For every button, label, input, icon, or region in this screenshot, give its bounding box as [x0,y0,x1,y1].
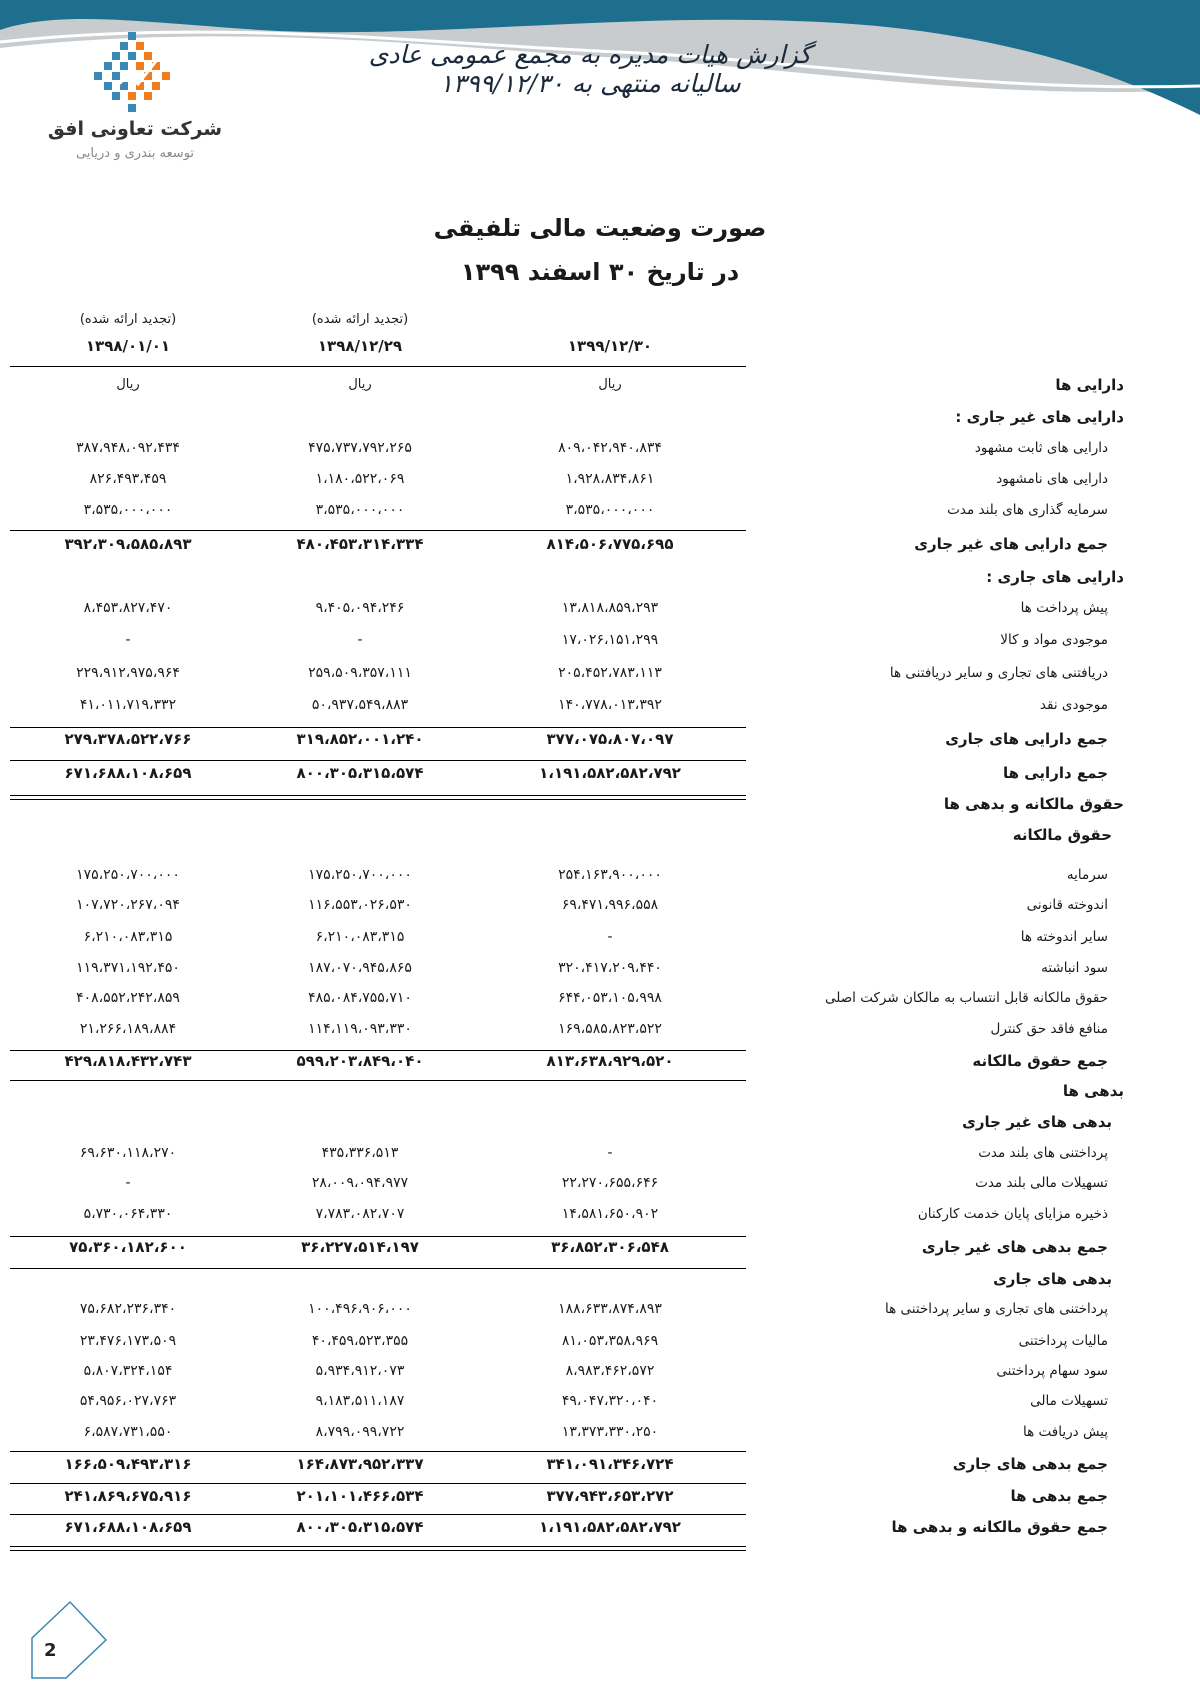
table-row [0,440,1200,466]
amount-cell: ۷۵،۶۸۲،۲۳۶،۳۴۰ [79,1301,177,1317]
table-row [0,990,1200,1016]
table-row [0,1145,1200,1171]
row-label: حقوق مالکانه قابل انتساب به مالکان شرکت اصلی [825,990,1108,1006]
total-rule [10,727,746,728]
amount-cell: ۲۵۹،۵۰۹،۳۵۷،۱۱۱ [308,665,412,681]
table-row [0,697,1200,723]
amount-cell: ۸،۷۹۹،۰۹۹،۷۲۲ [315,1424,405,1440]
row-label: ذخیره مزایای پایان خدمت کارکنان [917,1206,1108,1222]
row-label: حقوق مالکانه [1012,826,1112,844]
amount-cell: ۱۶۹،۵۸۵،۸۲۳،۵۲۲ [558,1021,662,1037]
table-row [0,632,1200,658]
row-label: جمع دارایی ها [1002,764,1108,782]
total-row [0,1052,1200,1078]
table-row [0,897,1200,923]
row-label: جمع بدهی های جاری [952,1455,1108,1473]
total-rule [10,760,746,761]
amount-cell: ۲۲۹،۹۱۲،۹۷۵،۹۶۴ [76,665,180,681]
amount-cell: ۶۹،۴۷۱،۹۹۶،۵۵۸ [561,897,659,913]
row-label: جمع حقوق مالکانه و بدهی ها [891,1518,1108,1536]
column-note: (تجدید ارائه شده) [79,312,177,327]
total-row [0,1455,1200,1481]
column-unit: ریال [598,377,622,392]
amount-cell: ۸۱۳،۶۳۸،۹۲۹،۵۲۰ [546,1052,674,1070]
row-label: جمع بدهی های غیر جاری [921,1238,1108,1256]
table-row [0,1393,1200,1419]
amount-cell: ۶۷۱،۶۸۸،۱۰۸،۶۵۹ [64,764,192,782]
amount-cell: ۱۳،۳۷۳،۳۳۰،۲۵۰ [561,1424,659,1440]
row-label: جمع حقوق مالکانه [972,1052,1108,1070]
amount-cell: ۸۱۴،۵۰۶،۷۷۵،۶۹۵ [546,535,674,553]
amount-cell: ۱۱۹،۳۷۱،۱۹۲،۴۵۰ [76,960,180,976]
amount-cell: ۳۲۰،۴۱۷،۲۰۹،۴۴۰ [558,960,662,976]
row-label: حقوق مالکانه و بدهی ها [943,795,1124,813]
amount-cell: ۴۲۹،۸۱۸،۴۳۲،۷۴۳ [64,1052,192,1070]
amount-cell: ۱۱۴،۱۱۹،۰۹۳،۳۳۰ [308,1021,412,1037]
amount-cell: - [357,632,363,648]
column-date: ۱۳۹۸/۰۱/۰۱ [85,337,171,355]
row-label: دارایی های غیر جاری : [955,408,1124,426]
amount-cell: ۱۱۶،۵۵۳،۰۲۶،۵۳۰ [308,897,412,913]
amount-cell: ۶۹،۶۳۰،۱۱۸،۲۷۰ [79,1145,177,1161]
section-heading [0,568,1200,594]
page-number-badge [30,1600,110,1680]
table-row [0,929,1200,955]
row-label: پیش پرداخت ها [1020,600,1108,616]
total-rule [10,1451,746,1452]
amount-cell: ۸۰۹،۰۴۲،۹۴۰،۸۳۴ [558,440,662,456]
amount-cell: ۳۴۱،۰۹۱،۳۴۶،۷۲۴ [546,1455,674,1473]
amount-cell: ۴۳۵،۳۳۶،۵۱۳ [321,1145,399,1161]
total-row [0,1518,1200,1544]
amount-cell: ۹،۴۰۵،۰۹۴،۲۴۶ [315,600,405,616]
table-row [0,960,1200,986]
amount-cell: ۲۲،۲۷۰،۶۵۵،۶۴۶ [561,1175,659,1191]
amount-cell: ۱۸۷،۰۷۰،۹۴۵،۸۶۵ [308,960,412,976]
total-rule [10,1080,746,1081]
table-row [0,1424,1200,1450]
amount-cell: ۵۴،۹۵۶،۰۲۷،۷۶۳ [79,1393,177,1409]
amount-cell: ۱۰۰،۴۹۶،۹۰۶،۰۰۰ [308,1301,412,1317]
subsection-heading [0,1270,1200,1296]
statement-date: در تاریخ ۳۰ اسفند ۱۳۹۹ [460,258,740,286]
amount-cell: ۵،۹۳۴،۹۱۲،۰۷۳ [315,1363,405,1379]
amount-cell: ۳۷۷،۹۴۳،۶۵۳،۲۷۲ [546,1487,674,1505]
amount-cell: ۳،۵۳۵،۰۰۰،۰۰۰ [315,502,405,518]
amount-cell: ۴۸۰،۴۵۳،۳۱۴،۳۳۴ [296,535,424,553]
double-rule [10,795,746,800]
section-heading [0,408,1200,434]
table-row [0,1301,1200,1327]
amount-cell: ۴۰،۴۵۹،۵۲۳،۳۵۵ [311,1333,409,1349]
total-rule [10,1483,746,1484]
total-rule [10,530,746,531]
table-row [0,665,1200,691]
total-rule [10,1236,746,1237]
amount-cell: ۳۶،۸۵۲،۳۰۶،۵۴۸ [551,1238,669,1256]
amount-cell: ۴۰۸،۵۵۲،۲۴۲،۸۵۹ [76,990,180,1006]
report-title: گزارش هیات مدیره به مجمع عمومی عادی سالیانه منتهی به ۱۳۹۹/۱۲/۳۰ [368,40,812,98]
amount-cell: ۸۲۶،۴۹۳،۴۵۹ [89,471,167,487]
subsection-heading [0,826,1200,852]
statement-title: صورت وضعیت مالی تلفیقی [433,214,767,242]
row-label: دارایی های نامشهود [996,471,1108,487]
amount-cell: ۵،۸۰۷،۳۲۴،۱۵۴ [83,1363,173,1379]
column-date: ۱۳۹۹/۱۲/۳۰ [567,337,653,355]
amount-cell: ۵۰،۹۳۷،۵۴۹،۸۸۳ [311,697,409,713]
amount-cell: ۶۷۱،۶۸۸،۱۰۸،۶۵۹ [64,1518,192,1536]
amount-cell: ۲۳،۴۷۶،۱۷۳،۵۰۹ [79,1333,177,1349]
column-unit: ریال [116,377,140,392]
page-number: 2 [44,1640,57,1661]
section-heading [0,376,1200,402]
amount-cell: ۸،۹۸۳،۴۶۲،۵۷۲ [565,1363,655,1379]
amount-cell: ۲۴۱،۸۶۹،۶۷۵،۹۱۶ [64,1487,192,1505]
double-rule [10,1546,746,1551]
amount-cell: ۱۷۵،۲۵۰،۷۰۰،۰۰۰ [76,867,180,883]
table-row [0,502,1200,528]
table-row [0,1021,1200,1047]
amount-cell: ۸،۴۵۳،۸۲۷،۴۷۰ [83,600,173,616]
row-label: سرمایه [1066,867,1108,883]
amount-cell: ۸۱،۰۵۳،۳۵۸،۹۶۹ [561,1333,659,1349]
amount-cell: ۲۰۵،۴۵۲،۷۸۳،۱۱۳ [558,665,662,681]
row-label: پیش دریافت ها [1023,1424,1108,1440]
row-label: سایر اندوخته ها [1020,929,1108,945]
table-row [0,1363,1200,1389]
amount-cell: ۱،۹۲۸،۸۳۴،۸۶۱ [565,471,655,487]
amount-cell: ۹،۱۸۳،۵۱۱،۱۸۷ [315,1393,405,1409]
amount-cell: ۱۴۰،۷۷۸،۰۱۳،۳۹۲ [558,697,662,713]
amount-cell: ۱۷۵،۲۵۰،۷۰۰،۰۰۰ [308,867,412,883]
total-rule [10,1050,746,1051]
amount-cell: ۶،۵۸۷،۷۳۱،۵۵۰ [83,1424,173,1440]
row-label: موجودی مواد و کالا [1000,632,1108,648]
total-row [0,1487,1200,1513]
row-label: جمع دارایی های جاری [945,730,1108,748]
amount-cell: ۳۸۷،۹۴۸،۰۹۲،۴۳۴ [76,440,180,456]
amount-cell: ۱۴،۵۸۱،۶۵۰،۹۰۲ [561,1206,659,1222]
row-label: پرداختنی های بلند مدت [978,1145,1108,1161]
row-label: جمع بدهی ها [1010,1487,1108,1505]
subsection-heading [0,1113,1200,1139]
table-row [0,471,1200,497]
amount-cell: ۶،۲۱۰،۰۸۳،۳۱۵ [315,929,405,945]
row-label: موجودی نقد [1039,697,1108,713]
amount-cell: ۴۸۵،۰۸۴،۷۵۵،۷۱۰ [308,990,412,1006]
amount-cell: ۳۹۲،۳۰۹،۵۸۵،۸۹۳ [64,535,192,553]
table-row [0,1175,1200,1201]
amount-cell: - [125,632,131,648]
row-label: دارایی های ثابت مشهود [974,440,1108,456]
amount-cell: ۸۰۰،۳۰۵،۳۱۵،۵۷۴ [296,764,424,782]
row-label: سرمایه گذاری های بلند مدت [947,502,1108,518]
row-label: مالیات پرداختنی [1018,1333,1108,1349]
row-label: بدهی ها [1062,1082,1124,1100]
column-unit: ریال [348,377,372,392]
amount-cell: ۳،۵۳۵،۰۰۰،۰۰۰ [83,502,173,518]
amount-cell: ۴۷۵،۷۳۷،۷۹۲،۲۶۵ [308,440,412,456]
table-row [0,1206,1200,1232]
amount-cell: ۱۸۸،۶۳۳،۸۷۴،۸۹۳ [558,1301,662,1317]
amount-cell: ۱۶۴،۸۷۳،۹۵۲،۳۳۷ [296,1455,424,1473]
row-label: تسهیلات مالی بلند مدت [975,1175,1108,1191]
amount-cell: ۳۱۹،۸۵۲،۰۰۱،۲۴۰ [296,730,424,748]
total-row [0,535,1200,561]
amount-cell: ۱۶۶،۵۰۹،۴۹۳،۳۱۶ [64,1455,192,1473]
table-row [0,867,1200,893]
company-name: شرکت تعاونی افق [47,118,223,140]
total-rule [10,1268,746,1269]
company-subtitle: توسعه بندری و دریایی [75,146,195,161]
section-heading [0,1082,1200,1108]
row-label: جمع دارایی های غیر جاری [914,535,1108,553]
amount-cell: ۶،۲۱۰،۰۸۳،۳۱۵ [83,929,173,945]
row-label: سود انباشته [1041,960,1108,976]
row-label: تسهیلات مالی [1030,1393,1108,1409]
amount-cell: ۲۰۱،۱۰۱،۴۶۶،۵۳۴ [296,1487,424,1505]
amount-cell: ۶۴۴،۰۵۳،۱۰۵،۹۹۸ [558,990,662,1006]
amount-cell: ۳۷۷،۰۷۵،۸۰۷،۰۹۷ [546,730,674,748]
amount-cell: ۷۵،۳۶۰،۱۸۲،۶۰۰ [69,1238,187,1256]
amount-cell: ۳۶،۲۲۷،۵۱۴،۱۹۷ [301,1238,419,1256]
amount-cell: ۴۱،۰۱۱،۷۱۹،۳۳۲ [79,697,177,713]
row-label: سود سهام پرداختنی [996,1363,1108,1379]
amount-cell: ۵،۷۳۰،۰۶۴،۳۳۰ [83,1206,173,1222]
amount-cell: ۲۵۴،۱۶۳،۹۰۰،۰۰۰ [558,867,662,883]
row-label: منافع فاقد حق کنترل [990,1021,1108,1037]
row-label: بدهی های جاری [993,1270,1112,1288]
amount-cell: ۱،۱۹۱،۵۸۲،۵۸۲،۷۹۲ [539,1518,681,1536]
column-note: (تجدید ارائه شده) [311,312,409,327]
table-row [0,600,1200,626]
amount-cell: ۱۷،۰۲۶،۱۵۱،۲۹۹ [561,632,659,648]
total-row [0,764,1200,790]
amount-cell: ۷،۷۸۳،۰۸۲،۷۰۷ [315,1206,405,1222]
amount-cell: ۵۹۹،۲۰۳،۸۴۹،۰۴۰ [296,1052,424,1070]
amount-cell: ۱،۱۹۱،۵۸۲،۵۸۲،۷۹۲ [539,764,681,782]
amount-cell: - [607,929,613,945]
total-row [0,1238,1200,1264]
amount-cell: ۲۷۹،۳۷۸،۵۲۲،۷۶۶ [64,730,192,748]
table-row [0,1333,1200,1359]
amount-cell: ۲۸،۰۰۹،۰۹۴،۹۷۷ [311,1175,409,1191]
amount-cell: ۱۰۷،۷۲۰،۲۶۷،۰۹۴ [76,897,180,913]
row-label: دریافتنی های تجاری و سایر دریافتنی ها [889,665,1108,681]
amount-cell: ۳،۵۳۵،۰۰۰،۰۰۰ [565,502,655,518]
row-label: دارایی های جاری : [986,568,1124,586]
row-label: دارایی ها [1055,376,1124,394]
row-label: اندوخته قانونی [1026,897,1108,913]
total-row [0,730,1200,756]
amount-cell: ۱،۱۸۰،۵۲۲،۰۶۹ [315,471,405,487]
row-label: پرداختنی های تجاری و سایر پرداختنی ها [884,1301,1108,1317]
total-rule [10,1514,746,1515]
amount-cell: - [125,1175,131,1191]
column-date: ۱۳۹۸/۱۲/۲۹ [317,337,403,355]
amount-cell: ۲۱،۲۶۶،۱۸۹،۸۸۴ [79,1021,177,1037]
amount-cell: ۸۰۰،۳۰۵،۳۱۵،۵۷۴ [296,1518,424,1536]
amount-cell: - [607,1145,613,1161]
row-label: بدهی های غیر جاری [962,1113,1112,1131]
amount-cell: ۴۹،۰۴۷،۳۲۰،۰۴۰ [561,1393,659,1409]
amount-cell: ۱۳،۸۱۸،۸۵۹،۲۹۳ [561,600,659,616]
